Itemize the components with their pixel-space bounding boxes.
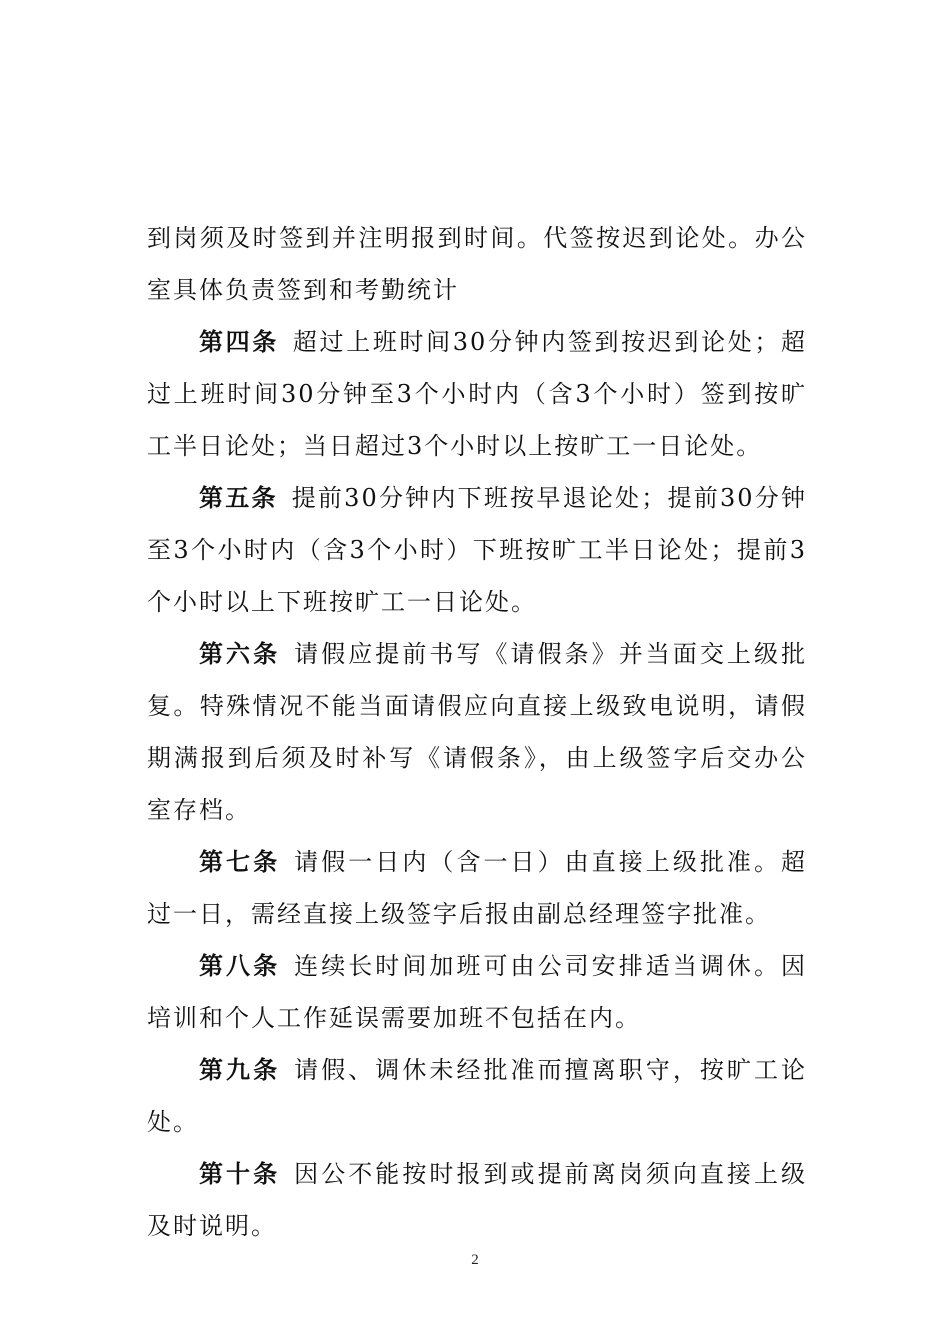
article-number: 第九条 xyxy=(199,1055,281,1084)
article-number: 第八条 xyxy=(199,951,281,980)
article-5 xyxy=(147,472,807,628)
article-text: 请假、调休未经批准而擅离职守，按旷工论处。 xyxy=(147,1056,808,1136)
article-text: 连续长时间加班可由公司安排适当调休。因培训和个人工作延误需要加班不包括在内。 xyxy=(147,952,808,1032)
article-number: 第六条 xyxy=(199,639,281,668)
article-text: 请假一日内（含一日）由直接上级批准。超过一日，需经直接上级签字后报由副总经理签字批准。 xyxy=(147,848,808,928)
article-8 xyxy=(147,940,807,1044)
document-body xyxy=(147,212,807,1252)
article-9 xyxy=(147,1044,807,1148)
continuation-paragraph: 到岗须及时签到并注明报到时间。代签按迟到论处。办公室具体负责签到和考勤统计 xyxy=(147,224,807,304)
article-10 xyxy=(147,1148,807,1252)
article-number: 第十条 xyxy=(199,1159,281,1188)
article-text: 超过上班时间30分钟内签到按迟到论处；超过上班时间30分钟至3个小时内（含3个小时）签到按旷工半日论处；当日超过3个小时以上按旷工一日论处。 xyxy=(147,328,807,460)
article-text: 请假应提前书写《请假条》并当面交上级批复。特殊情况不能当面请假应向直接上级致电说明，请假期满报到后须及时补写《请假条》，由上级签字后交办公室存档。 xyxy=(147,640,808,824)
page-number: 2 xyxy=(471,1252,479,1268)
article-text: 因公不能按时报到或提前离岗须向直接上级及时说明。 xyxy=(147,1160,808,1240)
article-number: 第七条 xyxy=(199,847,281,876)
article-4 xyxy=(147,316,807,472)
article-7 xyxy=(147,836,807,940)
article-number: 第五条 xyxy=(199,483,278,512)
article-number: 第四条 xyxy=(199,327,279,356)
article-text: 提前30分钟内下班按早退论处；提前30分钟至3个小时内（含3个小时）下班按旷工半日论处；提前3个小时以上下班按旷工一日论处。 xyxy=(147,484,807,616)
article-6 xyxy=(147,628,807,836)
